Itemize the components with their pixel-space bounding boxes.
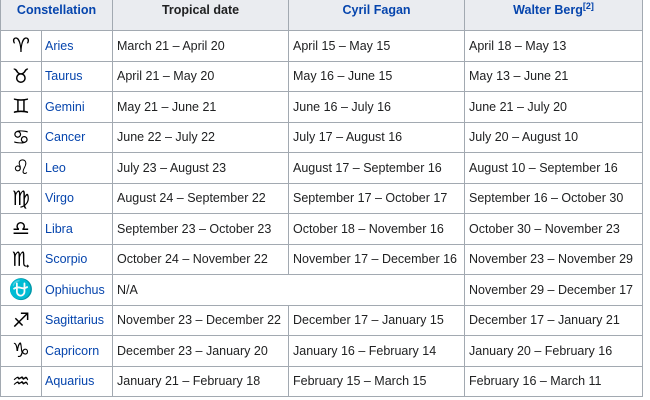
header-walter-berg[interactable] [465, 0, 643, 31]
table-row [1, 61, 643, 92]
berg-date-cell: November 29 – December 17 [465, 275, 643, 306]
constellation-link[interactable]: Libra [42, 214, 113, 245]
table-row [1, 305, 643, 336]
taurus-icon: ♉ [1, 61, 42, 92]
berg-date-cell: November 23 – November 29 [465, 244, 643, 275]
table-row [1, 31, 643, 62]
constellation-link[interactable]: Taurus [42, 61, 113, 92]
table-header-row [1, 0, 643, 31]
tropical-date-cell: October 24 – November 22 [113, 244, 289, 275]
header-cyril-fagan-text[interactable]: Cyril Fagan [342, 3, 411, 17]
table-row [1, 214, 643, 245]
berg-date-cell: June 21 – July 20 [465, 92, 643, 123]
table-row [1, 122, 643, 153]
tropical-date-cell: May 21 – June 21 [113, 92, 289, 123]
constellation-link[interactable]: Leo [42, 153, 113, 184]
fagan-date-cell: April 15 – May 15 [289, 31, 465, 62]
fagan-date-cell: November 17 – December 16 [289, 244, 465, 275]
constellation-link[interactable]: Scorpio [42, 244, 113, 275]
constellation-link[interactable]: Virgo [42, 183, 113, 214]
table-row [1, 183, 643, 214]
sagittarius-icon: ♐ [1, 305, 42, 336]
tropical-date-cell: April 21 – May 20 [113, 61, 289, 92]
aquarius-icon: ♒ [1, 366, 42, 397]
fagan-date-cell: July 17 – August 16 [289, 122, 465, 153]
capricorn-icon: ♑ [1, 336, 42, 367]
table-row [1, 244, 643, 275]
ophiuchus-icon: ⛎ [1, 275, 42, 306]
constellation-link[interactable]: Sagittarius [42, 305, 113, 336]
not-applicable-cell: N/A [113, 275, 465, 306]
gemini-icon: ♊ [1, 92, 42, 123]
tropical-date-cell: August 24 – September 22 [113, 183, 289, 214]
scorpio-icon: ♏ [1, 244, 42, 275]
berg-date-cell: February 16 – March 11 [465, 366, 643, 397]
berg-date-cell: October 30 – November 23 [465, 214, 643, 245]
header-walter-berg-text[interactable]: Walter Berg [513, 3, 583, 17]
table-body [1, 31, 643, 397]
fagan-date-cell: December 17 – January 15 [289, 305, 465, 336]
table-row [1, 275, 643, 306]
header-constellation[interactable]: Constellation [1, 0, 113, 31]
table-row [1, 92, 643, 123]
fagan-date-cell: June 16 – July 16 [289, 92, 465, 123]
constellation-link[interactable]: Capricorn [42, 336, 113, 367]
constellation-link[interactable]: Ophiuchus [42, 275, 113, 306]
berg-date-cell: July 20 – August 10 [465, 122, 643, 153]
libra-icon: ♎ [1, 214, 42, 245]
table-row [1, 336, 643, 367]
cancer-icon: ♋ [1, 122, 42, 153]
constellation-link[interactable]: Cancer [42, 122, 113, 153]
virgo-icon: ♍ [1, 183, 42, 214]
leo-icon: ♌ [1, 153, 42, 184]
tropical-date-cell: December 23 – January 20 [113, 336, 289, 367]
fagan-date-cell: February 15 – March 15 [289, 366, 465, 397]
berg-date-cell: May 13 – June 21 [465, 61, 643, 92]
fagan-date-cell: January 16 – February 14 [289, 336, 465, 367]
tropical-date-cell: November 23 – December 22 [113, 305, 289, 336]
constellation-link[interactable]: Aries [42, 31, 113, 62]
constellation-link[interactable]: Aquarius [42, 366, 113, 397]
table-row [1, 366, 643, 397]
berg-date-cell: April 18 – May 13 [465, 31, 643, 62]
tropical-date-cell: June 22 – July 22 [113, 122, 289, 153]
header-cyril-fagan[interactable] [289, 0, 465, 31]
tropical-date-cell: July 23 – August 23 [113, 153, 289, 184]
fagan-date-cell: May 16 – June 15 [289, 61, 465, 92]
constellation-link[interactable]: Gemini [42, 92, 113, 123]
fagan-date-cell: August 17 – September 16 [289, 153, 465, 184]
berg-date-cell: August 10 – September 16 [465, 153, 643, 184]
tropical-date-cell: September 23 – October 23 [113, 214, 289, 245]
fagan-date-cell: September 17 – October 17 [289, 183, 465, 214]
fagan-date-cell: October 18 – November 16 [289, 214, 465, 245]
table-row [1, 153, 643, 184]
tropical-date-cell: March 21 – April 20 [113, 31, 289, 62]
header-tropical-date: Tropical date [113, 0, 289, 31]
berg-date-cell: January 20 – February 16 [465, 336, 643, 367]
berg-date-cell: December 17 – January 21 [465, 305, 643, 336]
aries-icon: ♈ [1, 31, 42, 62]
tropical-date-cell: January 21 – February 18 [113, 366, 289, 397]
berg-date-cell: September 16 – October 30 [465, 183, 643, 214]
reference-link[interactable]: [2] [582, 0, 594, 11]
